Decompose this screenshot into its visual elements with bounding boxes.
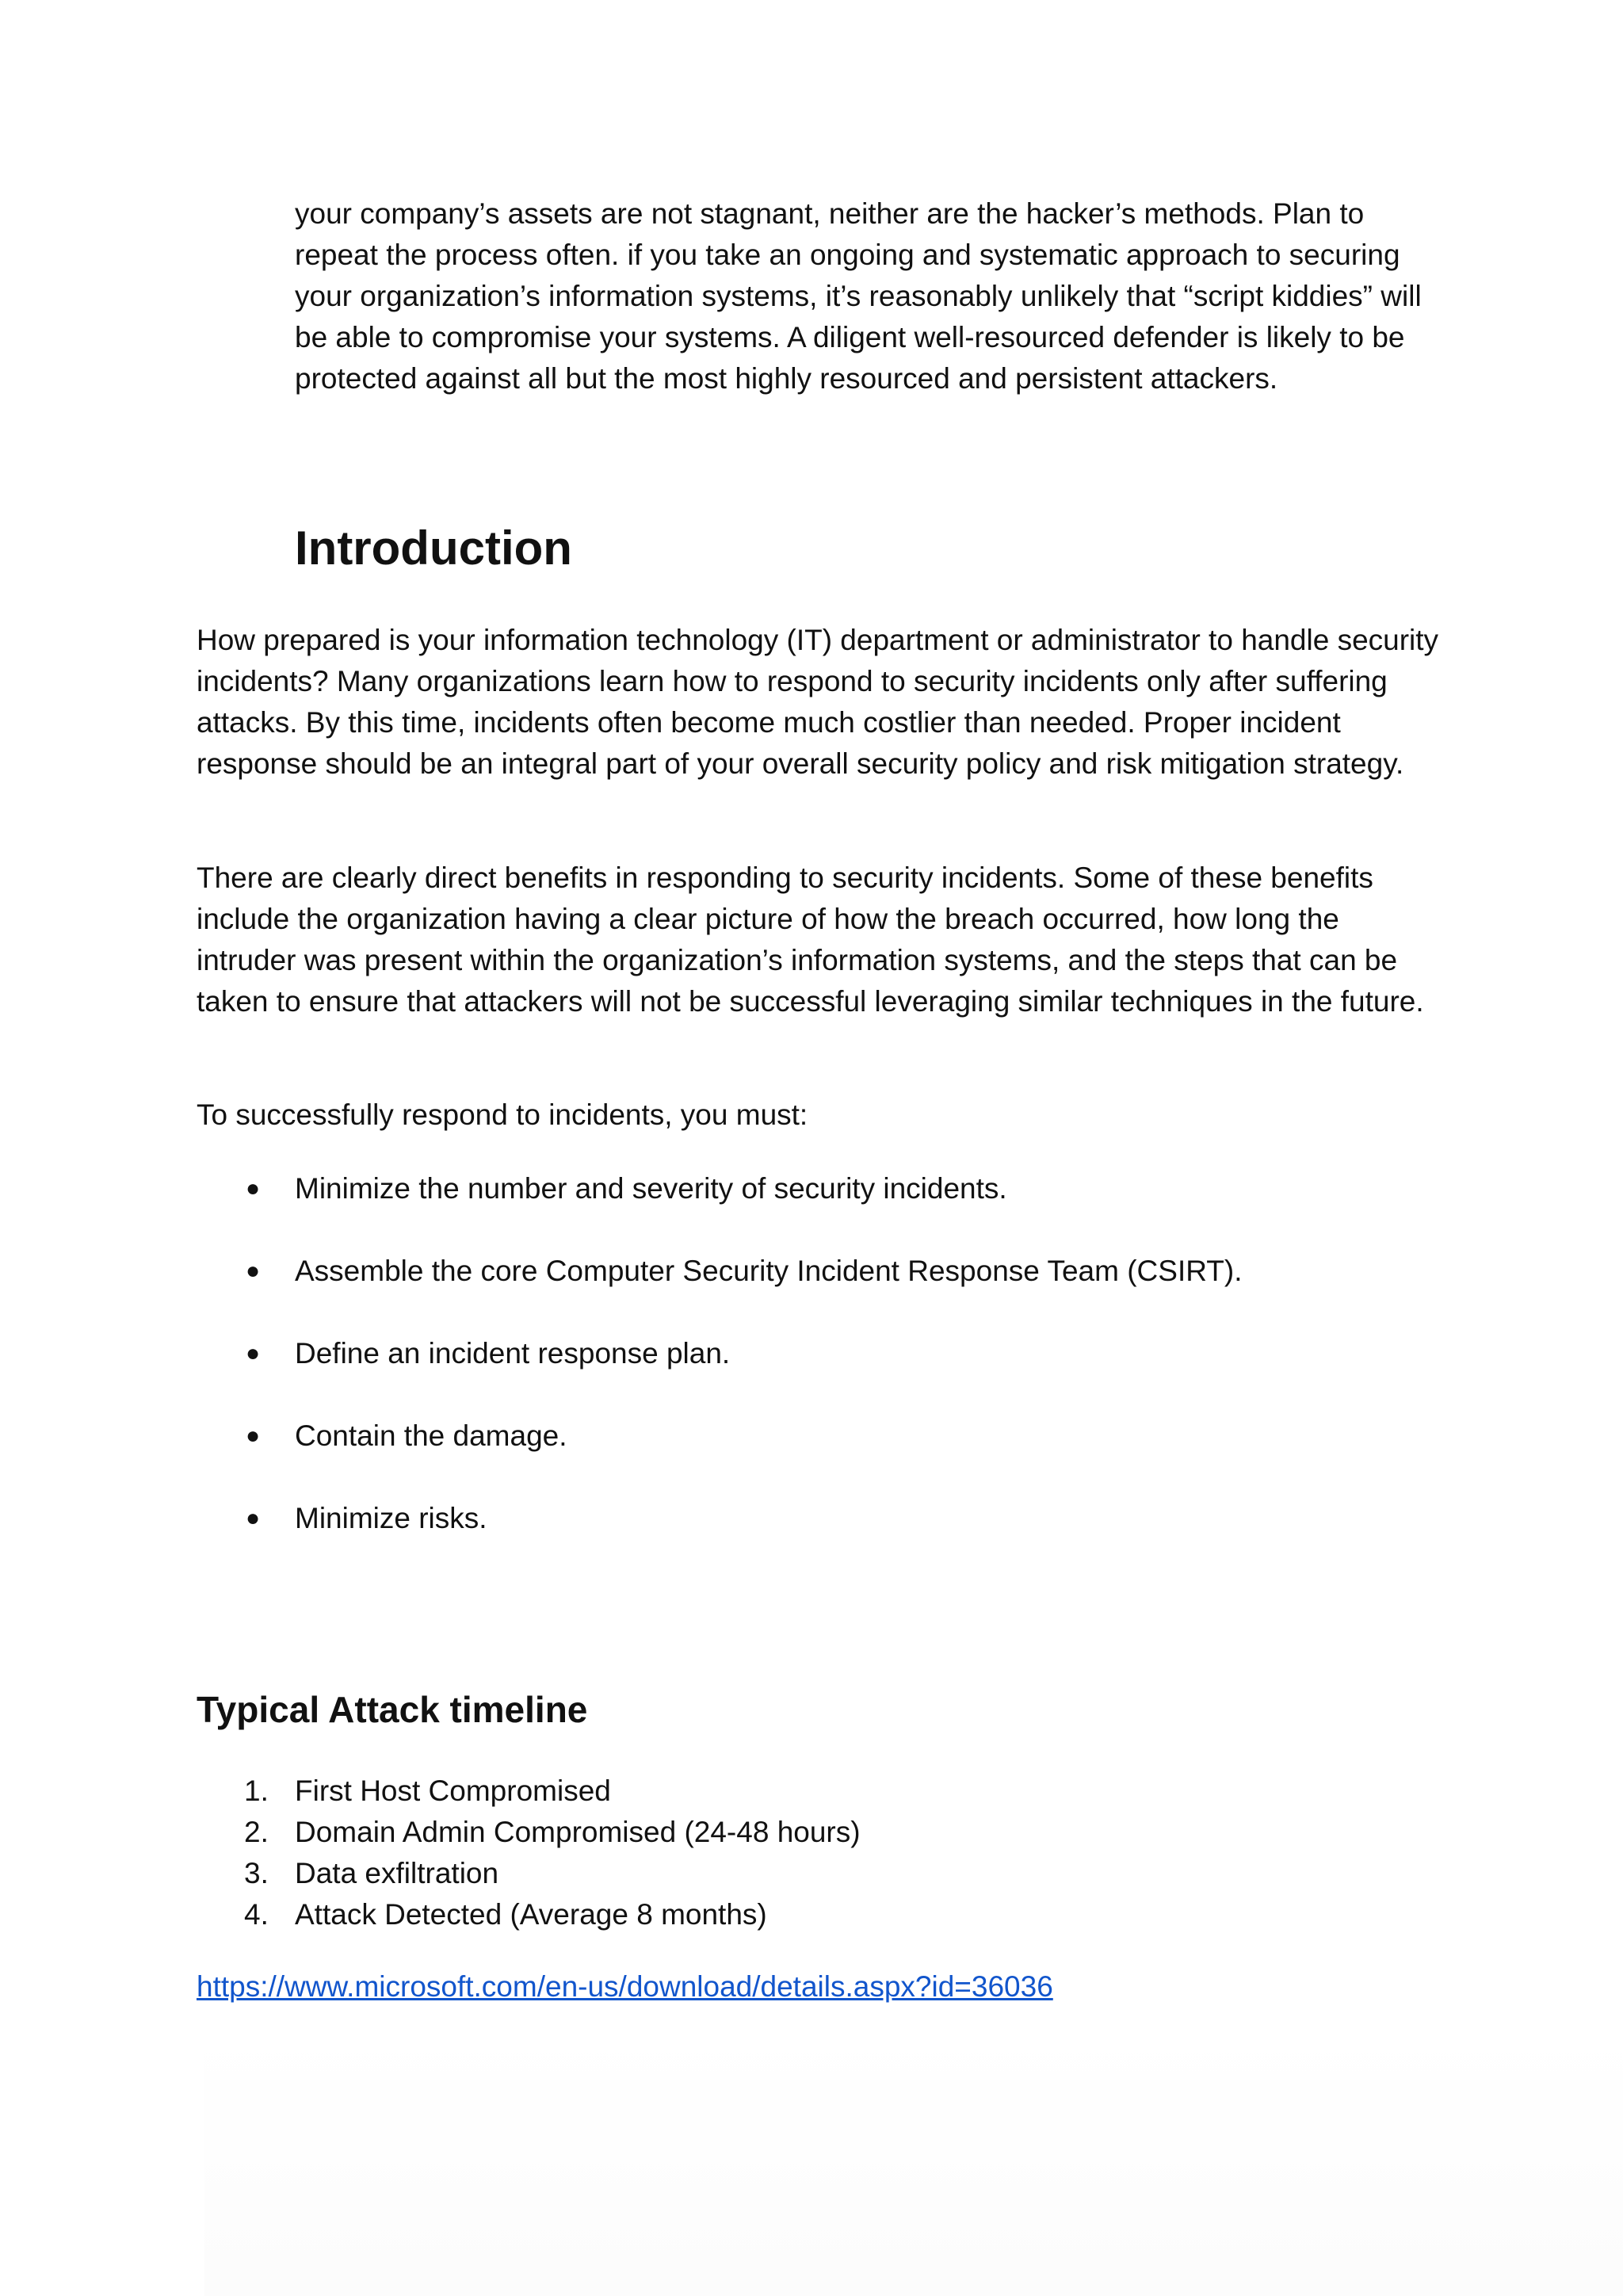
list-item [197,1771,861,1812]
list-item [197,1168,1242,1209]
lead-paragraph: your company’s assets are not stagnant, neither are the hacker’s methods. Plan to repeat the process often. if you take an ongoing and systematic approach to securing your organization’s information systems, it’s reasonably unlikely that “script kiddies” will be able to compromise your systems. A diligent well-resourced defender is likely to be protected against all but the most highly resourced and persistent attackers. [295,197,1422,395]
intro-paragraph-2: There are clearly direct benefits in responding to security incidents. Some of these benefits include the organization having a clear picture of how the breach occurred, how long the intruder was present within the organization’s information systems, and the steps that can be taken to ensure that attackers will not be successful leveraging similar techniques in the future. [197,861,1424,1018]
list-item [197,1812,861,1853]
step-number: 1. [244,1775,269,1807]
list-item-text: Attack Detected (Average 8 months) [295,1898,767,1931]
list-item-text: Minimize risks. [295,1502,487,1534]
step-number: 4. [244,1898,269,1931]
bullet-icon: ● [246,1258,261,1284]
bullet-icon: ● [246,1505,261,1531]
list-item [197,1333,1242,1374]
intro-paragraph-3: To successfully respond to incidents, you must: [197,1098,808,1131]
list-item-text: Domain Admin Compromised (24-48 hours) [295,1816,861,1848]
list-item [197,1894,861,1935]
list-item-text: Data exfiltration [295,1857,499,1889]
page-bottom-shade [204,2029,1623,2296]
reference-link[interactable]: https://www.microsoft.com/en-us/download/details.aspx?id=36036 [197,1970,1053,2003]
response-steps-list [197,1168,1242,1580]
timeline-heading: Typical Attack timeline [197,1689,588,1730]
bullet-icon: ● [246,1175,261,1201]
list-item [197,1498,1242,1539]
attack-timeline-list [197,1771,861,1935]
list-item-text: Assemble the core Computer Security Incident Response Team (CSIRT). [295,1255,1243,1287]
list-item [197,1251,1242,1292]
list-item-text: First Host Compromised [295,1775,611,1807]
list-item-text: Define an incident response plan. [295,1337,731,1370]
intro-paragraph-1: How prepared is your information technology (IT) department or administrator to handle security incidents? Many organizations learn how to respond to security incidents only after suffering attacks. By this time, incidents often become much costlier than needed. Proper incident response should be an integral part of your overall security policy and risk mitigation strategy. [197,624,1439,780]
list-item-text: Minimize the number and severity of security incidents. [295,1172,1007,1205]
step-number: 3. [244,1857,269,1889]
bullet-icon: ● [246,1423,261,1449]
list-item [197,1415,1242,1457]
introduction-heading: Introduction [295,521,572,575]
list-item [197,1853,861,1894]
bullet-icon: ● [246,1340,261,1366]
list-item-text: Contain the damage. [295,1419,567,1452]
step-number: 2. [244,1816,269,1848]
